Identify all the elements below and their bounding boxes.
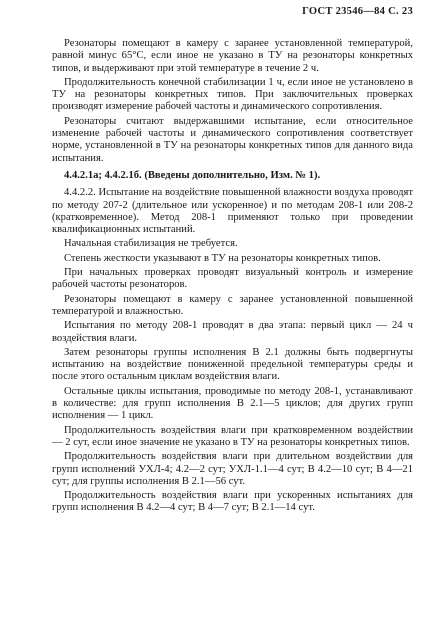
paragraph: Резонаторы помещают в камеру с заранее установленной повышенной температурой и влажностью. — [52, 293, 413, 317]
document-body — [52, 38, 413, 517]
paragraph: При начальных проверках проводят визуальный контроль и измерение рабочей частоты резонаторов. — [52, 267, 413, 291]
amendment-note: 4.4.2.1а; 4.4.2.1б. (Введены дополнительно, Изм. № 1). — [64, 169, 321, 181]
section-heading-paragraph: 4.4.2.2. Испытание на воздействие повышенной влажности воздуха проводят по методу 207-2 (длительное или ускоренное) и по методам 208-1 или 208-2 (кратковременное). Метод 208-1 применяют только при проведении квалификационных испытаний. — [52, 187, 413, 236]
paragraph: Резонаторы помещают в камеру с заранее установленной температурой, равной минус 65°С, если иное не указано в ТУ на резонаторы конкретных типов, и выдерживают при этой температуре в течение 2 ч. — [52, 38, 413, 74]
paragraph: Продолжительность конечной стабилизации 1 ч, если иное не установлено в ТУ на резонаторы конкретных типов. При заключительных проверках производят измерение рабочей частоты и динамического сопротивления. — [52, 76, 413, 113]
paragraph: Продолжительность воздействия влаги при длительном воздействии для групп исполнений УХЛ-4; 4.2—2 сут; УХЛ-1.1—4 сут; В 4.2—10 сут; В 4—21 сут; для группы исполнения В 2.1—56 сут. — [52, 451, 413, 487]
paragraph: Продолжительность воздействия влаги при ускоренных испытаниях для групп исполнения В 4.2—4 сут; В 4—7 сут; В 2.1—14 сут. — [52, 490, 413, 514]
paragraph: Затем резонаторы группы исполнения В 2.1 должны быть подвергнуты испытанию на воздействие пониженной предельной температуры среды и после этого остальным циклам воздействия влаги. — [52, 346, 413, 383]
paragraph: Степень жесткости указывают в ТУ на резонаторы конкретных типов. — [64, 252, 381, 264]
paragraph: Продолжительность воздействия влаги при кратковременном воздействии — 2 сут, если иное значение не указано в ТУ на резонаторы конкретных типов. — [52, 424, 413, 448]
paragraph: Резонаторы считают выдержавшими испытание, если относительное изменение рабочей частоты и динамического сопротивления соответствует норме, установленной в ТУ на резонаторы конкретных типов для данного вида испытания. — [52, 115, 413, 164]
page-header: ГОСТ 23546—84 С. 23 — [302, 6, 413, 17]
paragraph: Начальная стабилизация не требуется. — [64, 238, 238, 250]
paragraph: Испытания по методу 208-1 проводят в два этапа: первый цикл — 24 ч воздействия влаги. — [52, 320, 413, 344]
paragraph: Остальные циклы испытания, проводимые по методу 208-1, устанавливают в количестве: для групп исполнения В 2.1—5 циклов; для других групп исполнения — 1 цикл. — [52, 385, 413, 422]
